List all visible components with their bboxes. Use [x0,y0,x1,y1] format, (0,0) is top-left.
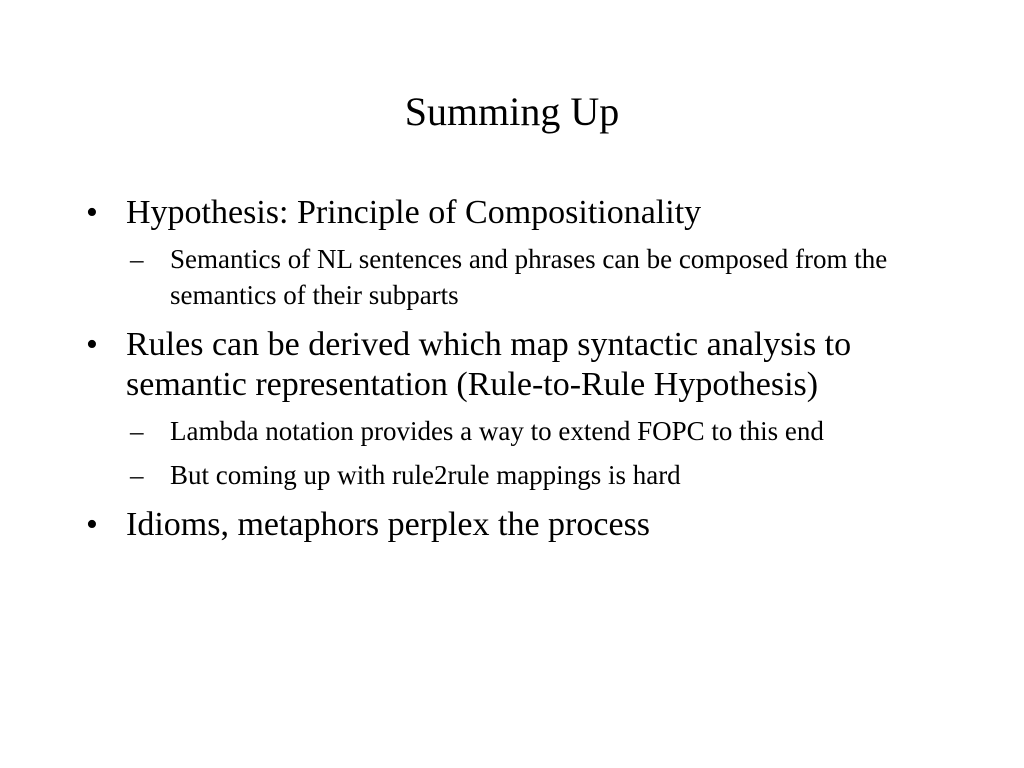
sub-bullet-marker: – [130,416,144,446]
bullet-item [86,193,956,233]
sub-bullet-text: But coming up with rule2rule mappings is hard [170,460,681,490]
bullet-marker: • [86,194,98,231]
sub-bullet-item [130,413,956,449]
bullet-item [86,325,956,405]
bullet-marker: • [86,506,98,543]
bullet-marker: • [86,326,98,363]
sub-bullet-item [130,241,956,313]
sub-bullet-list [130,241,956,313]
sub-bullet-text: Semantics of NL sentences and phrases can be composed from the semantics of their subparts [170,244,888,310]
slide-title: Summing Up [404,89,620,134]
sub-bullet-marker: – [130,460,144,490]
sub-bullet-text: Lambda notation provides a way to extend FOPC to this end [170,416,824,446]
bullet-item [86,505,956,545]
bullet-text: Idioms, metaphors perplex the process [126,506,651,543]
sub-bullet-list [130,413,956,493]
sub-bullet-item [130,457,956,493]
bullet-text: Hypothesis: Principle of Compositionality [126,194,702,231]
bullet-text: Rules can be derived which map syntactic analysis to semantic representation (Rule-to-Rule Hypothesis) [126,326,852,403]
slide-body [86,193,956,553]
sub-bullet-marker: – [130,244,144,274]
